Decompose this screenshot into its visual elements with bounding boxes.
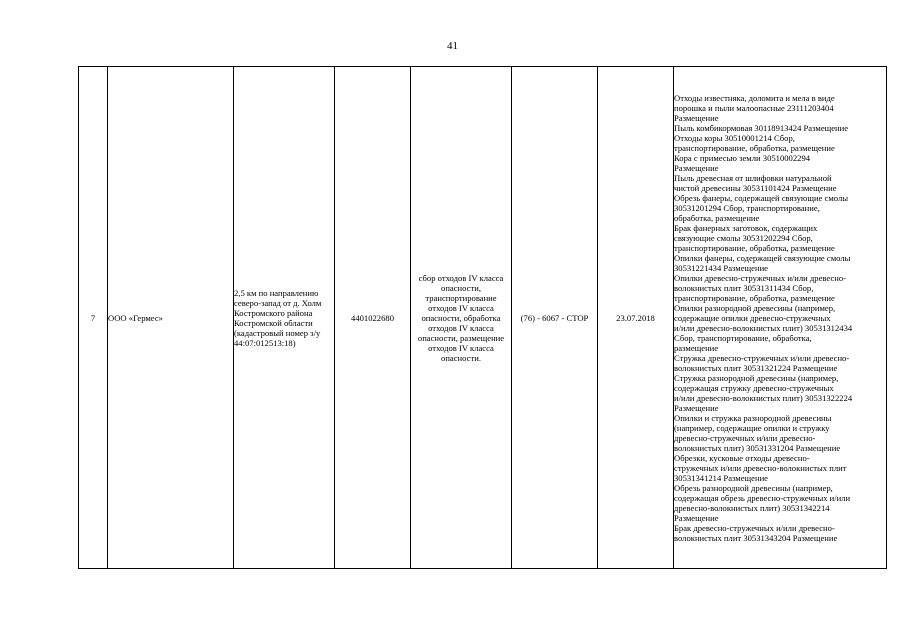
waste-line: Размещение — [674, 112, 719, 123]
waste-line: чистой древесины 30531101424 Размещение — [674, 182, 837, 193]
row-number-cell: 7 — [79, 67, 108, 569]
waste-line: Брак фанерных заготовок, содержащих — [674, 222, 818, 233]
waste-line: Брак древесно-стружечных и/или древесно- — [674, 522, 835, 533]
inn-cell: 4401022680 — [335, 67, 411, 569]
registry-number-cell: (76) - 6067 - СТОР — [512, 67, 598, 569]
waste-line: содержащая обрезь древесно-стружечных и/или — [674, 492, 851, 503]
waste-line: Опилки древесно-стружечных и/или древесно- — [674, 272, 847, 283]
table-row — [79, 67, 887, 569]
waste-line: транспортирование, обработка, размещение — [674, 242, 835, 253]
date-cell: 23.07.2018 — [598, 67, 674, 569]
waste-line: Сбор, транспортирование, обработка, — [674, 332, 812, 343]
waste-line: Размещение — [674, 402, 719, 413]
waste-line: Обрезки, кусковые отходы древесно- — [674, 452, 810, 463]
waste-line: Отходы известняка, доломита и мела в виде — [674, 92, 835, 103]
waste-line: Стружка разнородной древесины (например, — [674, 372, 839, 383]
waste-line: древесно-стружечных и/или древесно- — [674, 432, 816, 443]
waste-line: обработка, размещение — [674, 212, 760, 223]
waste-line: связующие смолы 30531202294 Сбор, — [674, 232, 813, 243]
waste-line: Опилки разнородной древесины (например, — [674, 302, 836, 313]
license-registry-table — [78, 66, 887, 569]
waste-line: Опилки и стружка разнородной древесины — [674, 412, 832, 423]
waste-line: Опилки фанеры, содержащей связующие смолы — [674, 252, 851, 263]
page-number: 41 — [447, 40, 458, 52]
waste-line: транспортирование, обработка, размещение — [674, 292, 835, 303]
waste-line: 30531341214 Размещение — [674, 472, 768, 483]
waste-line: 30531221434 Размещение — [674, 262, 768, 273]
waste-line: волокнистых плит 30531311434 Сбор, — [674, 282, 814, 293]
waste-line: Размещение — [674, 512, 719, 523]
address-cell: 2,5 км по направлению северо-запад от д. Холм Костромского района Костромской области (кадастровый номер з/у 44:07:012513:18) — [234, 67, 335, 569]
waste-line: стружечных и/или древесно-волокнистых плит — [674, 462, 847, 473]
waste-line: Пыль древесная от шлифовки натуральной — [674, 172, 832, 183]
waste-line: транспортирование, обработка, размещение — [674, 142, 835, 153]
waste-line: волокнистых плит 30531343204 Размещение — [674, 532, 838, 543]
waste-line: и/или древесно-волокнистых плит) 30531312434 — [674, 322, 853, 333]
waste-line: и/или древесно-волокнистых плит) 30531322224 — [674, 392, 853, 403]
waste-line: Отходы коры 30510001214 Сбор, — [674, 132, 795, 143]
waste-line: Размещение — [674, 162, 719, 173]
waste-line: Стружка древесно-стружечных и/или древесно- — [674, 352, 850, 363]
waste-line: содержащие опилки древесно-стружечных — [674, 312, 831, 323]
waste-line: Пыль комбикормовая 30118913424 Размещение — [674, 122, 849, 133]
waste-line: Обрезь разнородной древесины (например, — [674, 482, 833, 493]
waste-line: 30531201294 Сбор, транспортирование, — [674, 202, 820, 213]
waste-line: Кора с примесью земли 30510002294 — [674, 152, 811, 163]
waste-line: волокнистых плит 30531321224 Размещение — [674, 362, 838, 373]
waste-types-cell — [674, 67, 887, 569]
waste-line: древесно-волокнистых плит) 30531342214 — [674, 502, 830, 513]
organization-cell: ООО «Гермес» — [108, 67, 234, 569]
waste-line: (например, содержащие опилки и стружку — [674, 422, 830, 433]
waste-line: содержащая стружку древесно-стружечных — [674, 382, 834, 393]
waste-line: размещение — [674, 342, 719, 353]
waste-line: порошка и пыли малоопасные 23111203404 — [674, 102, 834, 113]
activity-cell: сбор отходов IV класса опасности, транспортирование отходов IV класса опасности, обработка отходов IV класса опасности, размещение отходов IV класса опасности. — [411, 67, 512, 569]
waste-line: Обрезь фанеры, содержащей связующие смолы — [674, 192, 849, 203]
waste-line: волокнистых плит) 30531331204 Размещение — [674, 442, 841, 453]
